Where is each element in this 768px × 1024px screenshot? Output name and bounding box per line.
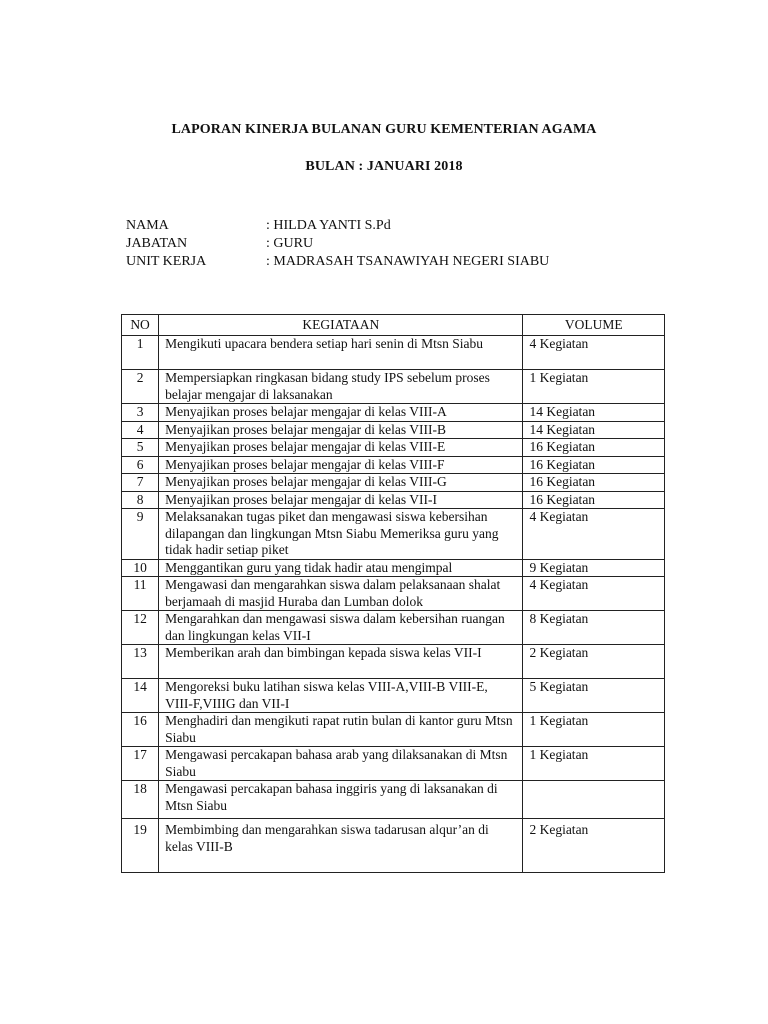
cell-volume: 1 Kegiatan — [523, 713, 665, 747]
table-row — [122, 781, 665, 819]
cell-kegiatan: Mempersiapkan ringkasan bidang study IPS sebelum proses belajar mengajar di laksanakan — [159, 370, 523, 404]
cell-kegiatan: Mengawasi percakapan bahasa arab yang dilaksanakan di Mtsn Siabu — [159, 747, 523, 781]
cell-kegiatan: Mengawasi percakapan bahasa inggiris yang di laksanakan di Mtsn Siabu — [159, 781, 523, 819]
table-row — [122, 474, 665, 492]
cell-kegiatan: Menyajikan proses belajar mengajar di kelas VIII-E — [159, 439, 523, 457]
cell-volume: 14 Kegiatan — [523, 404, 665, 422]
table-row — [122, 819, 665, 873]
column-header-volume: VOLUME — [523, 315, 665, 336]
table-row — [122, 509, 665, 560]
cell-no: 16 — [122, 713, 159, 747]
cell-volume: 1 Kegiatan — [523, 747, 665, 781]
identity-block — [126, 217, 549, 271]
cell-volume: 14 Kegiatan — [523, 421, 665, 439]
cell-kegiatan: Mengikuti upacara bendera setiap hari senin di Mtsn Siabu — [159, 336, 523, 370]
activity-table — [121, 314, 665, 873]
identity-row-nama — [126, 217, 549, 235]
table-header-row — [122, 315, 665, 336]
column-header-no: NO — [122, 315, 159, 336]
report-title: LAPORAN KINERJA BULANAN GURU KEMENTERIAN AGAMA — [171, 122, 597, 137]
cell-volume: 4 Kegiatan — [523, 577, 665, 611]
identity-value: : GURU — [266, 236, 314, 251]
cell-volume: 9 Kegiatan — [523, 559, 665, 577]
cell-kegiatan: Mengoreksi buku latihan siswa kelas VIII-A,VIII-B VIII-E, VIII-F,VIIIG dan VII-I — [159, 679, 523, 713]
cell-kegiatan: Melaksanakan tugas piket dan mengawasi siswa kebersihan dilapangan dan lingkungan Mtsn Siabu Memeriksa guru yang tidak hadir setiap piket — [159, 509, 523, 560]
identity-value: : MADRASAH TSANAWIYAH NEGERI SIABU — [266, 254, 550, 269]
cell-no: 12 — [122, 611, 159, 645]
table-row — [122, 577, 665, 611]
cell-no: 6 — [122, 456, 159, 474]
cell-kegiatan: Menyajikan proses belajar mengajar di kelas VIII-G — [159, 474, 523, 492]
table-row — [122, 713, 665, 747]
table-row — [122, 611, 665, 645]
cell-kegiatan: Mengarahkan dan mengawasi siswa dalam kebersihan ruangan dan lingkungan kelas VII-I — [159, 611, 523, 645]
identity-label: NAMA — [126, 218, 169, 233]
cell-kegiatan: Menyajikan proses belajar mengajar di kelas VIII-B — [159, 421, 523, 439]
cell-volume: 2 Kegiatan — [523, 645, 665, 679]
cell-volume: 8 Kegiatan — [523, 611, 665, 645]
cell-no: 3 — [122, 404, 159, 422]
cell-no: 19 — [122, 819, 159, 873]
cell-kegiatan: Membimbing dan mengarahkan siswa tadarusan alqur’an di kelas VIII-B — [159, 819, 523, 873]
table-row — [122, 559, 665, 577]
cell-no: 14 — [122, 679, 159, 713]
cell-no: 8 — [122, 491, 159, 509]
cell-no: 9 — [122, 509, 159, 560]
table-row — [122, 370, 665, 404]
cell-volume: 16 Kegiatan — [523, 491, 665, 509]
cell-no: 7 — [122, 474, 159, 492]
cell-kegiatan: Menyajikan proses belajar mengajar di kelas VIII-F — [159, 456, 523, 474]
table-row — [122, 421, 665, 439]
cell-no: 1 — [122, 336, 159, 370]
table-row — [122, 747, 665, 781]
cell-no: 4 — [122, 421, 159, 439]
table-row — [122, 645, 665, 679]
cell-kegiatan: Menyajikan proses belajar mengajar di kelas VIII-A — [159, 404, 523, 422]
column-header-kegiatan: KEGIATAAN — [159, 315, 523, 336]
cell-volume: 2 Kegiatan — [523, 819, 665, 873]
cell-volume: 4 Kegiatan — [523, 336, 665, 370]
identity-row-jabatan — [126, 235, 549, 253]
identity-label: JABATAN — [126, 236, 188, 251]
identity-label: UNIT KERJA — [126, 254, 207, 269]
cell-volume: 4 Kegiatan — [523, 509, 665, 560]
table-row — [122, 491, 665, 509]
cell-kegiatan: Memberikan arah dan bimbingan kepada siswa kelas VII-I — [159, 645, 523, 679]
cell-kegiatan: Menyajikan proses belajar mengajar di kelas VII-I — [159, 491, 523, 509]
table-row — [122, 336, 665, 370]
identity-value: : HILDA YANTI S.Pd — [266, 218, 391, 233]
cell-kegiatan: Menghadiri dan mengikuti rapat rutin bulan di kantor guru Mtsn Siabu — [159, 713, 523, 747]
cell-volume — [523, 781, 665, 819]
cell-kegiatan: Mengawasi dan mengarahkan siswa dalam pelaksanaan shalat berjamaah di masjid Huraba dan Lumban dolok — [159, 577, 523, 611]
cell-volume: 16 Kegiatan — [523, 456, 665, 474]
cell-volume: 16 Kegiatan — [523, 439, 665, 457]
cell-no: 17 — [122, 747, 159, 781]
cell-no: 10 — [122, 559, 159, 577]
report-month: BULAN : JANUARI 2018 — [305, 159, 463, 174]
cell-no: 18 — [122, 781, 159, 819]
cell-volume: 16 Kegiatan — [523, 474, 665, 492]
table-row — [122, 439, 665, 457]
cell-volume: 5 Kegiatan — [523, 679, 665, 713]
table-row — [122, 456, 665, 474]
table-row — [122, 679, 665, 713]
table-row — [122, 404, 665, 422]
cell-no: 5 — [122, 439, 159, 457]
cell-no: 2 — [122, 370, 159, 404]
identity-row-unit-kerja — [126, 253, 549, 271]
cell-no: 13 — [122, 645, 159, 679]
cell-no: 11 — [122, 577, 159, 611]
cell-volume: 1 Kegiatan — [523, 370, 665, 404]
cell-kegiatan: Menggantikan guru yang tidak hadir atau mengimpal — [159, 559, 523, 577]
